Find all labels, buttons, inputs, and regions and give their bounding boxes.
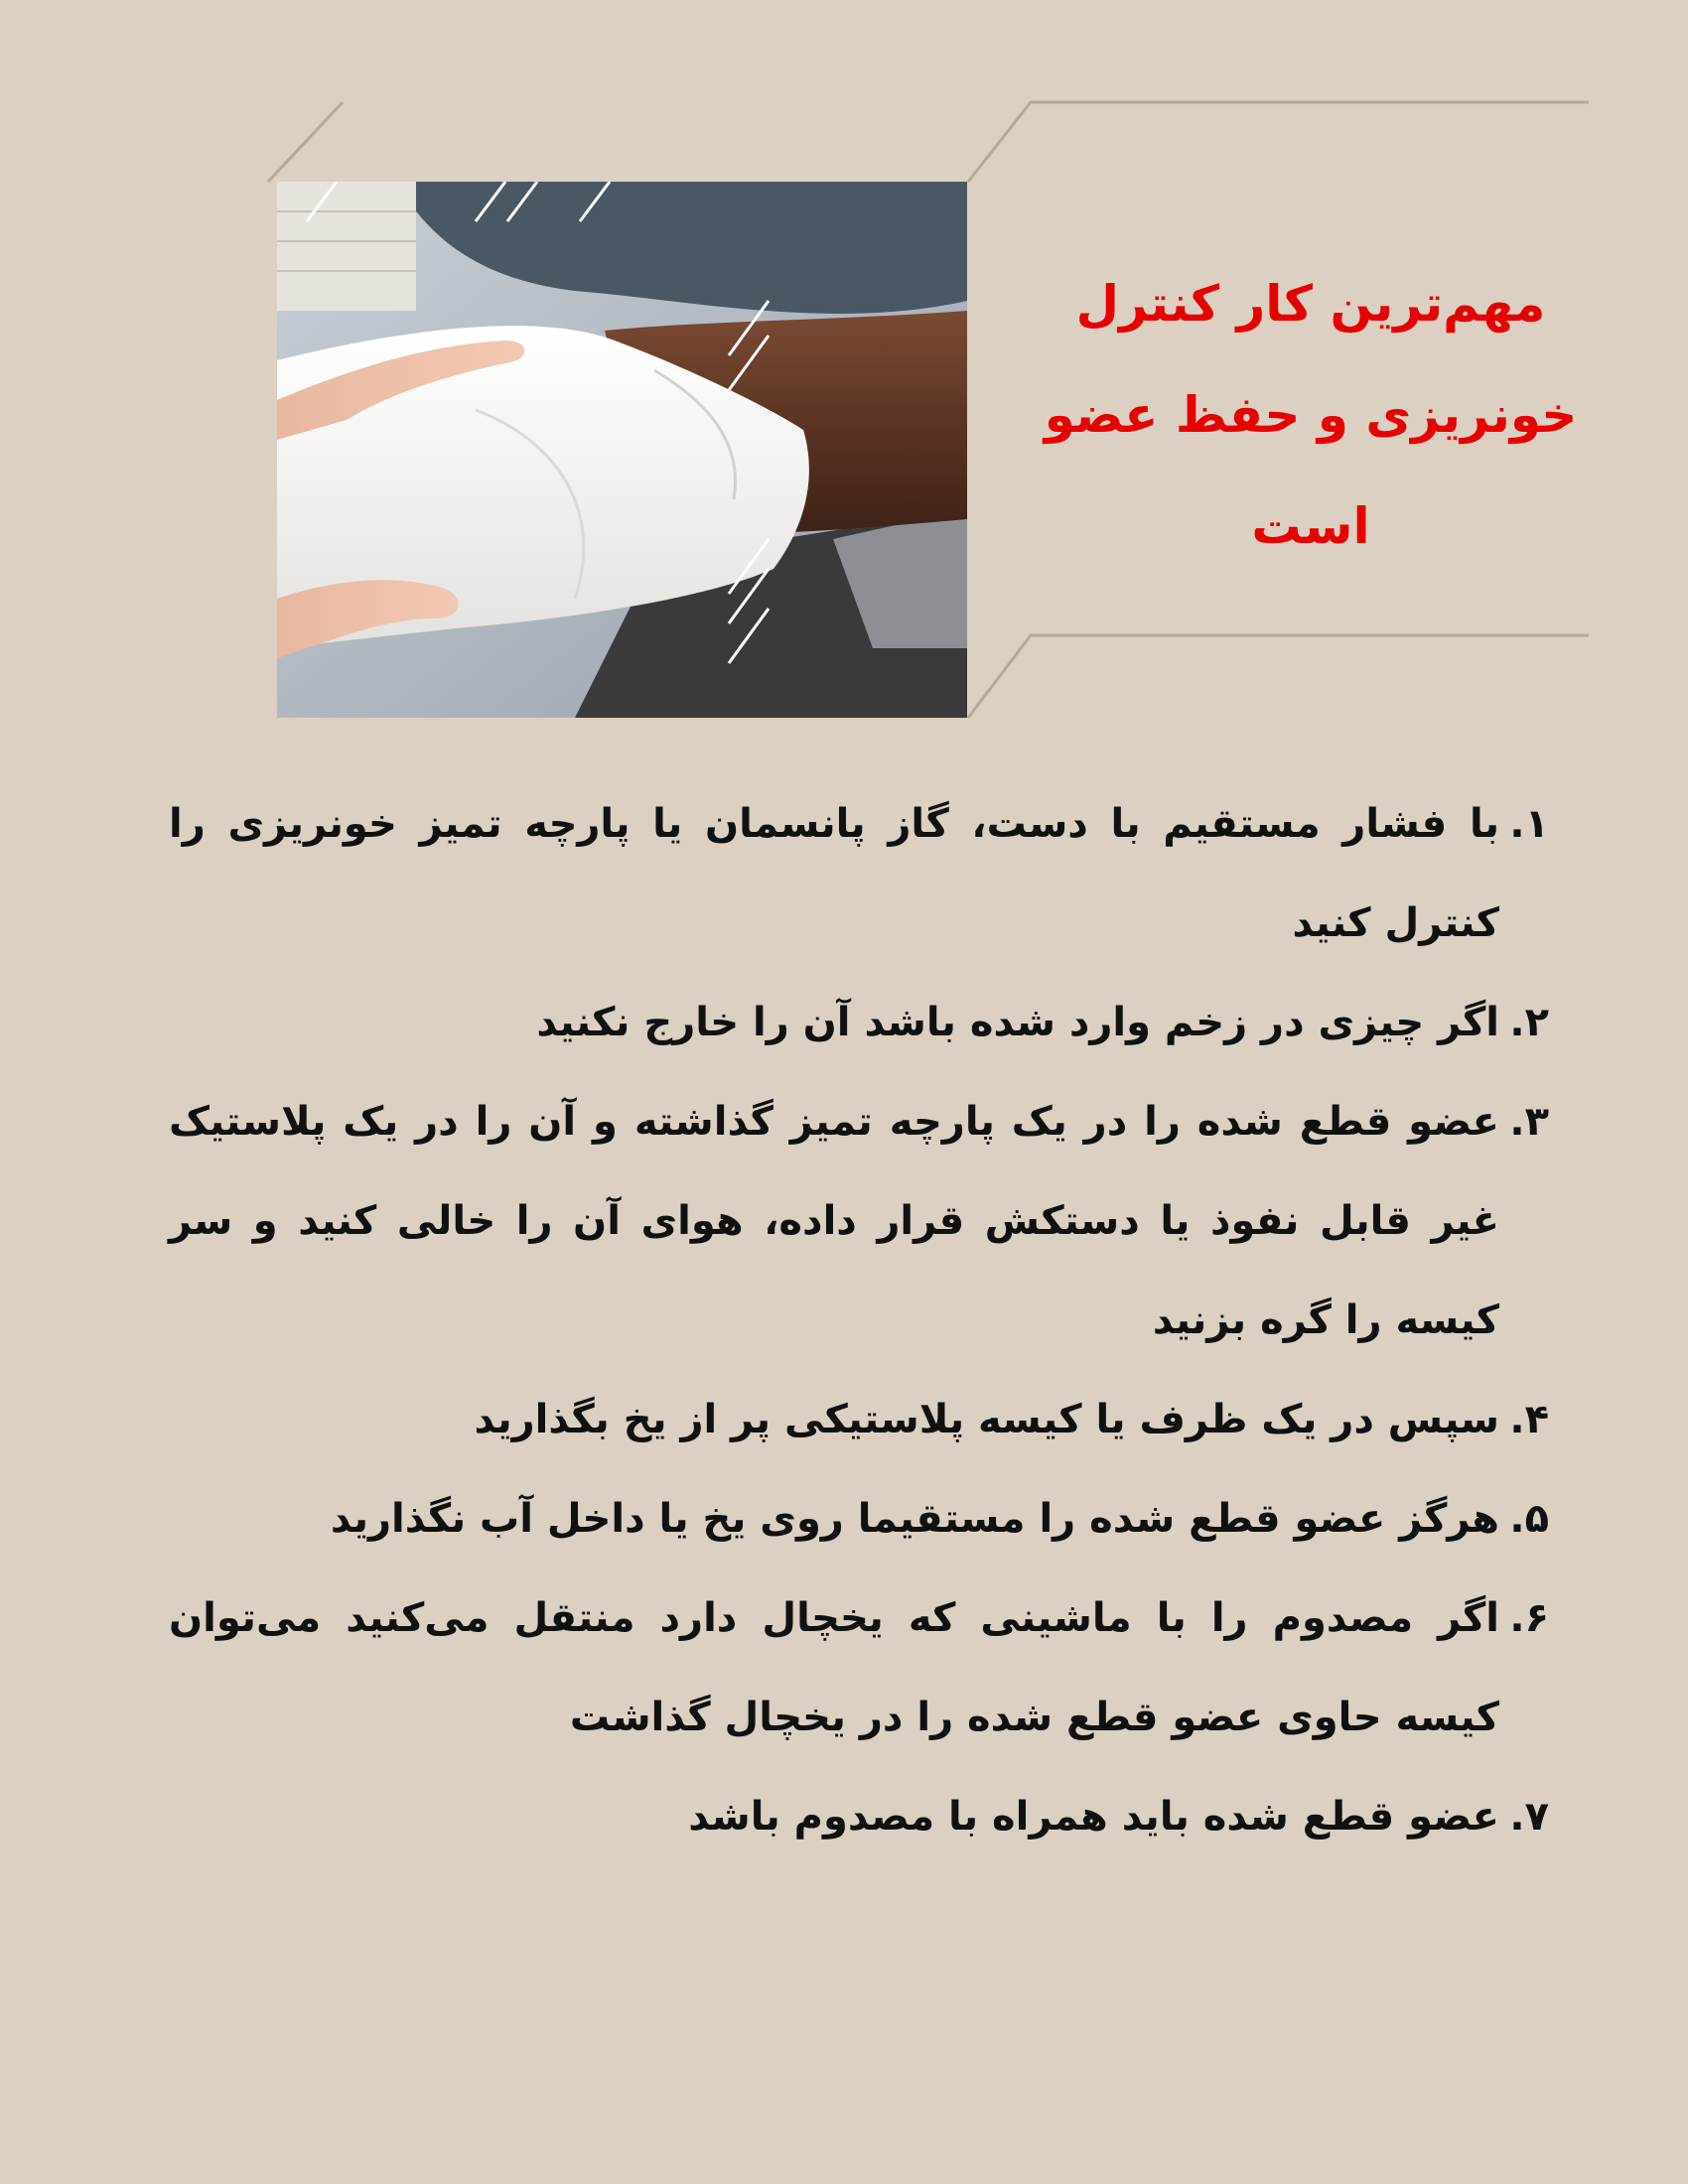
step-number: ۵. [1509,1496,1549,1542]
heading-line-2: خونریزی و حفظ عضو [1044,386,1578,444]
list-item-step-2 [169,973,1549,1072]
step-text: عضو قطع شده را در یک پارچه تمیز گذاشته و آن را در یک پلاستیک غیر قابل نفوذ یا دستکش قرار داده، هوای آن را خالی کنید و سر کیسه را گره بزنید [169,1099,1499,1343]
step-number: ۶. [1509,1595,1549,1641]
step-text: عضو قطع شده باید همراه با مصدوم باشد [688,1794,1499,1840]
step-number: ۱. [1509,801,1549,847]
frame-line-top-left [268,102,343,182]
step-text: سپس در یک ظرف یا کیسه پلاستیکی پر از یخ بگذارید [474,1397,1499,1442]
step-text: با فشار مستقیم با دست، گاز پانسمان یا پارچه تمیز خونریزی را کنترل کنید [169,801,1499,946]
step-number: ۴. [1509,1397,1549,1442]
list-item-step-3 [169,1072,1549,1370]
list-item-step-4 [169,1370,1549,1469]
heading-line-1: مهم‌ترین کار کنترل [1075,275,1546,333]
list-item-step-5 [169,1469,1549,1569]
frame-line-top-right [968,102,1589,182]
step-number: ۲. [1509,1000,1549,1045]
list-item-step-1 [169,774,1549,973]
step-number: ۳. [1509,1099,1549,1145]
list-item-step-7 [169,1767,1549,1866]
frame-line-bottom-right [968,635,1589,718]
step-text: اگر مصدوم را با ماشینی که یخچال دارد منتقل می‌کنید می‌توان کیسه حاوی عضو قطع شده را در یخچال گذاشت [169,1595,1499,1740]
step-text: اگر چیزی در زخم وارد شده باشد آن را خارج نکنید [536,1000,1499,1045]
first-aid-steps-list [169,774,1549,1866]
list-item-step-6 [169,1569,1549,1767]
step-text: هرگز عضو قطع شده را مستقیما روی یخ یا داخل آب نگذارید [330,1496,1499,1542]
step-number: ۷. [1509,1794,1549,1840]
page-heading [1033,248,1589,582]
bandaged-arm-illustration [277,182,967,718]
bandaged-arm-photo [277,182,967,718]
heading-line-3: است [1251,497,1370,555]
